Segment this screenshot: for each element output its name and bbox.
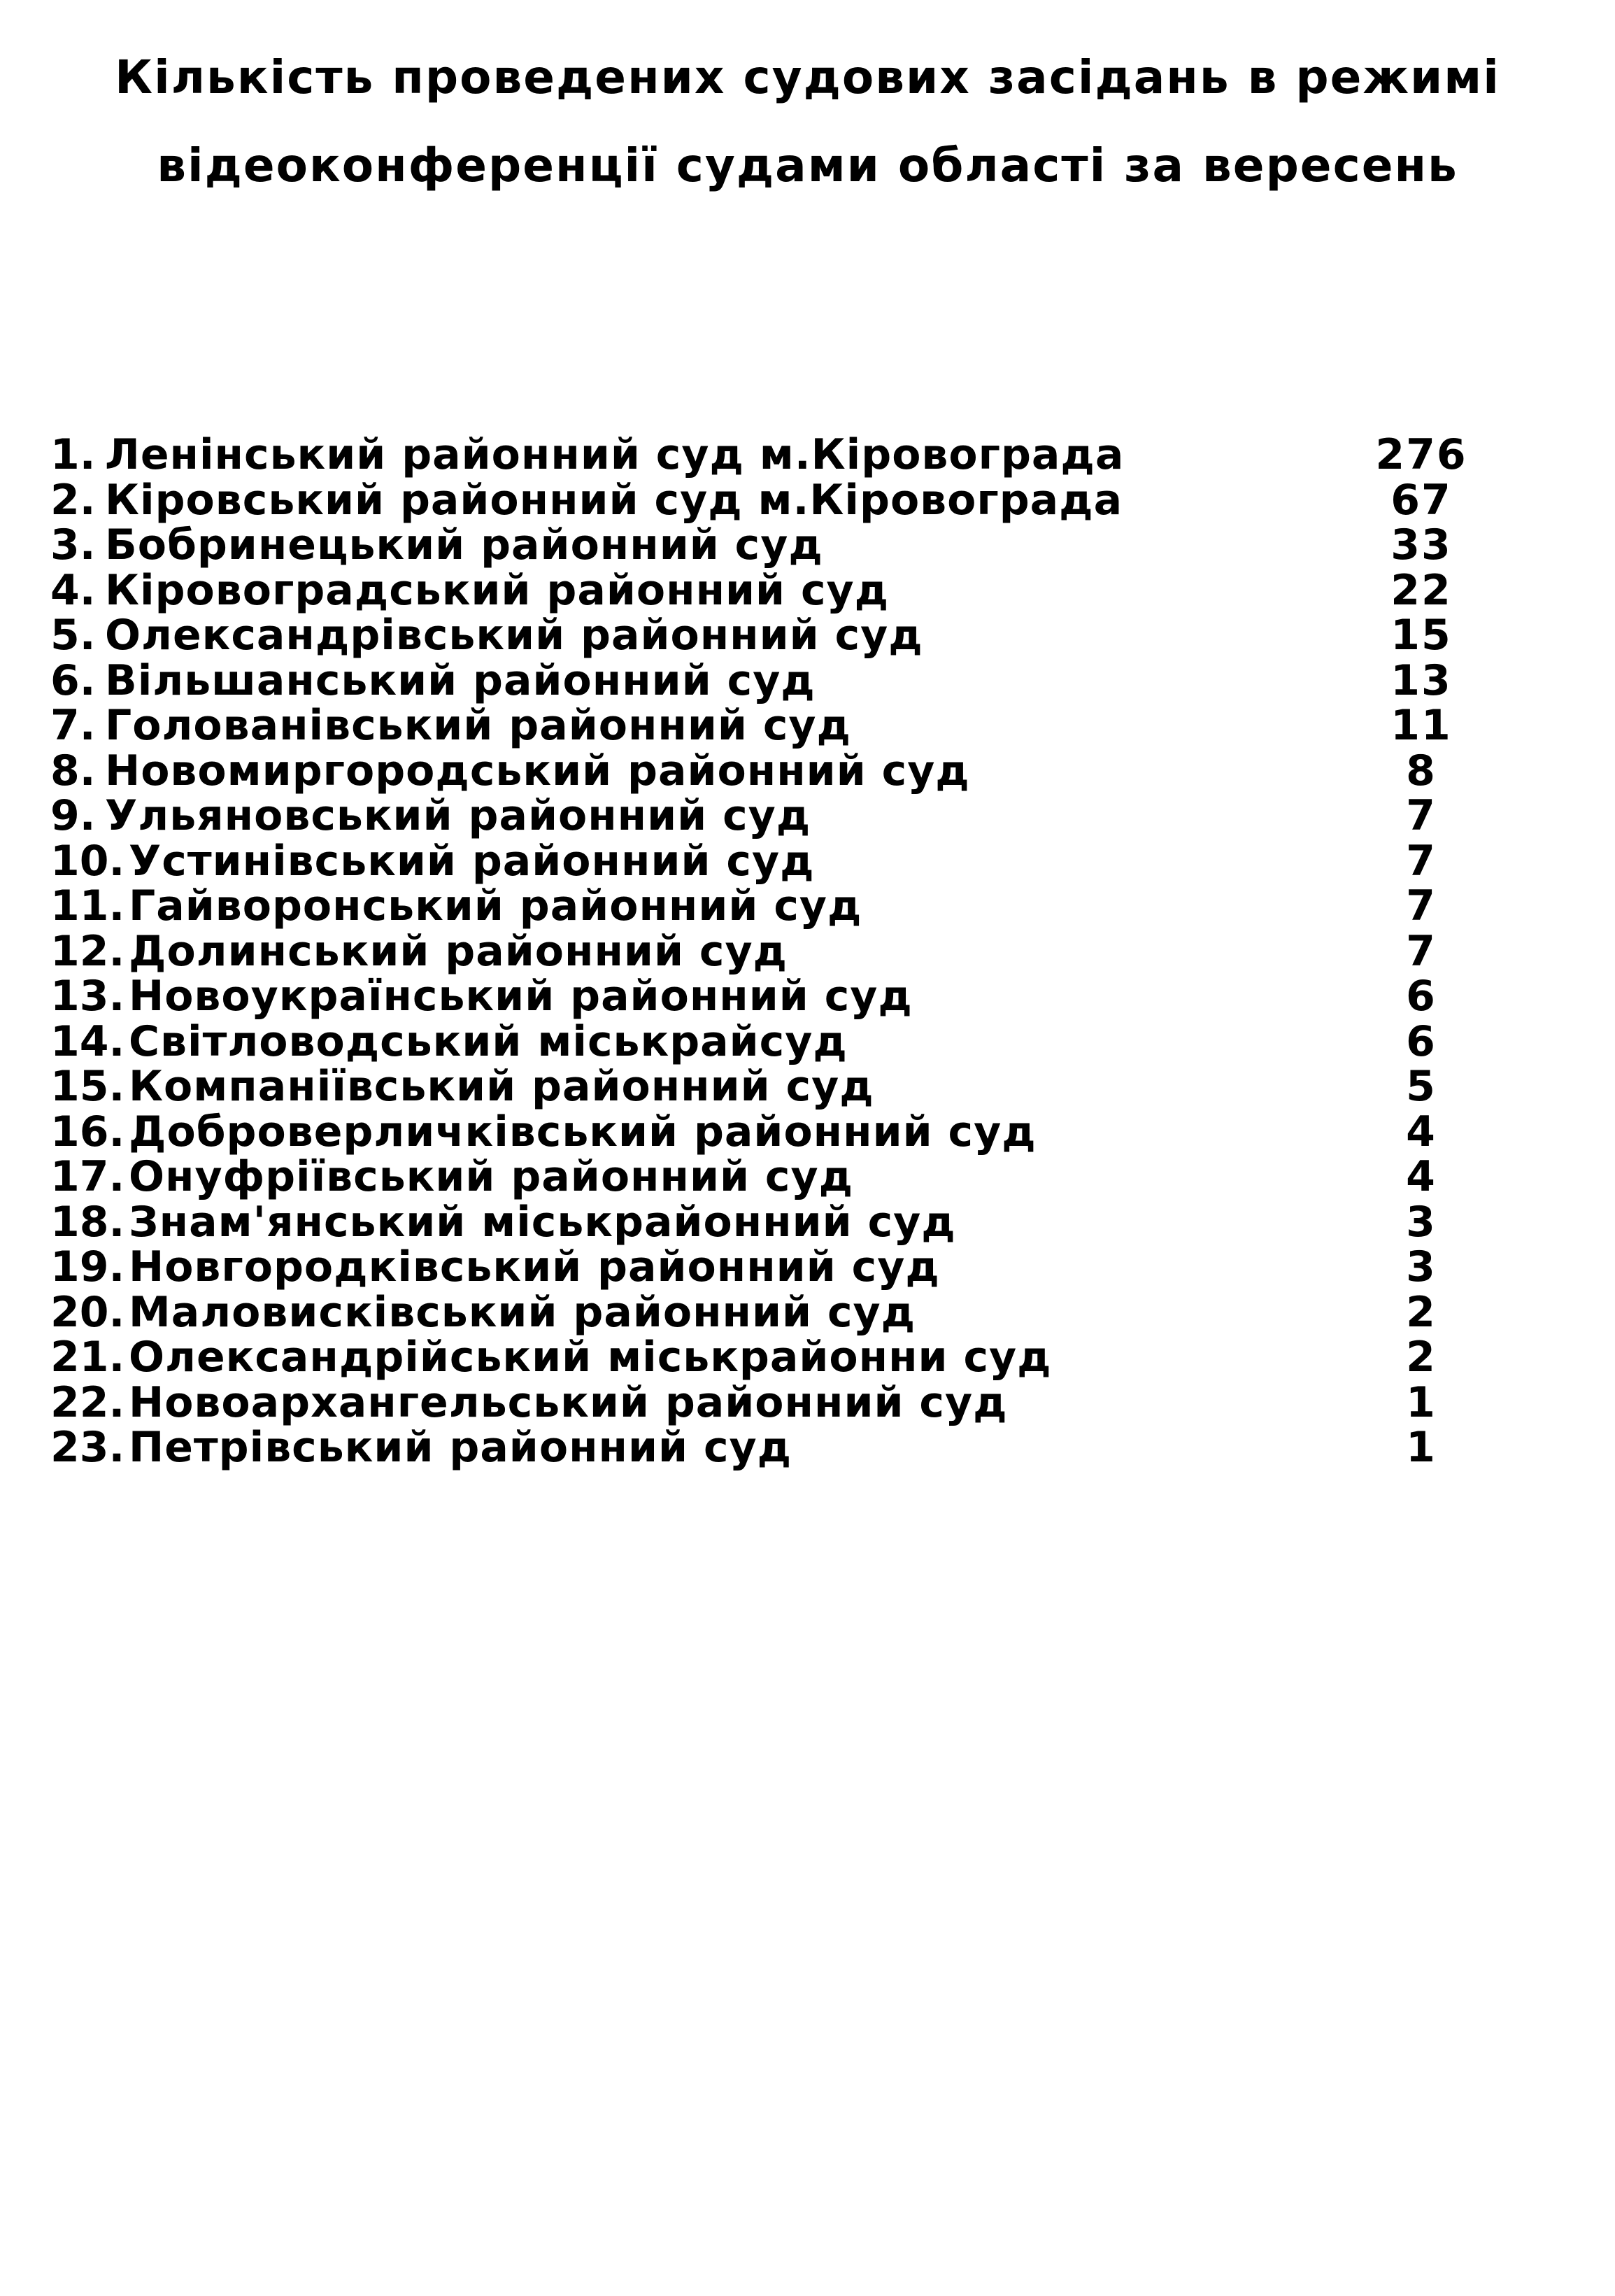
list-item (50, 926, 1561, 976)
court-name: Бобринецький районний суд (105, 520, 823, 569)
list-item-number: 9. (50, 791, 96, 840)
title-line-1: Кількість проведених судових засідань в режимі (115, 50, 1500, 104)
list-item (50, 475, 1561, 525)
session-count: 1 (1406, 1423, 1437, 1472)
court-name: Онуфріївський районний суд (129, 1152, 854, 1201)
session-count: 7 (1406, 881, 1437, 930)
list-item-number: 14. (50, 1016, 125, 1066)
court-name: Новоархангельський районний суд (129, 1377, 1008, 1427)
list-item-number: 17. (50, 1152, 125, 1201)
list-item-number: 4. (50, 565, 96, 615)
list-item (50, 746, 1561, 795)
list-item (50, 1377, 1561, 1427)
session-count: 7 (1406, 836, 1437, 886)
list-item (50, 1064, 1561, 1110)
list-item (50, 1154, 1561, 1200)
session-count: 22 (1390, 565, 1452, 615)
session-count: 5 (1406, 1062, 1437, 1111)
list-item-number: 6. (50, 656, 96, 705)
court-name: Олександрійський міськрайонни суд (129, 1333, 1052, 1382)
session-count: 6 (1406, 972, 1437, 1021)
session-count: 3 (1406, 1242, 1437, 1291)
list-item (50, 1197, 1561, 1247)
list-item-number: 7. (50, 701, 96, 750)
court-name: Олександрівський районний суд (105, 611, 923, 660)
list-item (50, 1287, 1561, 1337)
court-name: Кіровський районний суд м.Кіровограда (105, 475, 1123, 525)
session-count: 11 (1390, 701, 1452, 750)
session-count: 3 (1406, 1197, 1437, 1247)
list-item (50, 565, 1561, 615)
session-count: 2 (1406, 1333, 1437, 1382)
court-name: Знам'янський міськрайонний суд (129, 1197, 956, 1247)
court-name: Новомиргородський районний суд (105, 746, 970, 795)
court-name: Долинський районний суд (129, 926, 788, 976)
list-item-number: 2. (50, 475, 96, 525)
list-item-number: 13. (50, 972, 125, 1021)
list-item-number: 11. (50, 881, 125, 930)
list-item (50, 432, 1561, 478)
court-name: Голованівський районний суд (105, 701, 851, 750)
list-item (50, 703, 1561, 749)
court-name: Доброверличківський районний суд (129, 1107, 1037, 1156)
session-count: 33 (1390, 520, 1452, 569)
court-name: Вільшанський районний суд (105, 656, 816, 705)
list-item (50, 658, 1561, 704)
session-count: 4 (1406, 1107, 1437, 1156)
court-name: Компаніївський районний суд (129, 1062, 874, 1111)
list-item (50, 1107, 1561, 1156)
court-name: Ленінський районний суд м.Кіровограда (105, 430, 1125, 479)
list-item-number: 10. (50, 836, 125, 886)
session-count: 276 (1375, 430, 1467, 479)
court-name: Світловодський міськрайсуд (129, 1016, 848, 1066)
session-count: 2 (1406, 1287, 1437, 1337)
list-item (50, 836, 1561, 886)
list-item-number: 12. (50, 926, 125, 976)
court-name: Маловисківський районний суд (129, 1287, 916, 1337)
session-count: 13 (1390, 656, 1452, 705)
court-name: Гайворонський районний суд (129, 881, 862, 930)
list-item-number: 3. (50, 520, 96, 569)
list-item-number: 20. (50, 1287, 125, 1337)
session-count: 4 (1406, 1152, 1437, 1201)
court-name: Новгородківський районний суд (129, 1242, 940, 1291)
list-item (50, 1425, 1561, 1471)
list-item-number: 18. (50, 1197, 125, 1247)
court-name: Устинівський районний суд (129, 836, 815, 886)
session-count: 15 (1390, 611, 1452, 660)
list-item (50, 881, 1561, 930)
list-item-number: 21. (50, 1333, 125, 1382)
list-item-number: 22. (50, 1377, 125, 1427)
list-item-number: 16. (50, 1107, 125, 1156)
list-item (50, 613, 1561, 658)
list-item (50, 520, 1561, 569)
list-item (50, 1242, 1561, 1291)
list-item (50, 974, 1561, 1019)
session-count: 7 (1406, 926, 1437, 976)
title-line-2: відеоконференції судами області за вересень (157, 139, 1458, 192)
list-item-number: 1. (50, 430, 96, 479)
court-list (50, 432, 1561, 1471)
list-item-number: 5. (50, 611, 96, 660)
session-count: 1 (1406, 1377, 1437, 1427)
page-title (0, 34, 1615, 210)
list-item (50, 793, 1561, 839)
court-name: Петрівський районний суд (129, 1423, 792, 1472)
list-item-number: 23. (50, 1423, 125, 1472)
session-count: 67 (1390, 475, 1452, 525)
court-name: Ульяновський районний суд (105, 791, 811, 840)
session-count: 8 (1406, 746, 1437, 795)
list-item-number: 8. (50, 746, 96, 795)
session-count: 7 (1406, 791, 1437, 840)
list-item-number: 19. (50, 1242, 125, 1291)
court-name: Новоукраїнський районний суд (129, 972, 913, 1021)
court-name: Кіровоградський районний суд (105, 565, 890, 615)
list-item (50, 1335, 1561, 1380)
list-item (50, 1016, 1561, 1066)
session-count: 6 (1406, 1016, 1437, 1066)
list-item-number: 15. (50, 1062, 125, 1111)
